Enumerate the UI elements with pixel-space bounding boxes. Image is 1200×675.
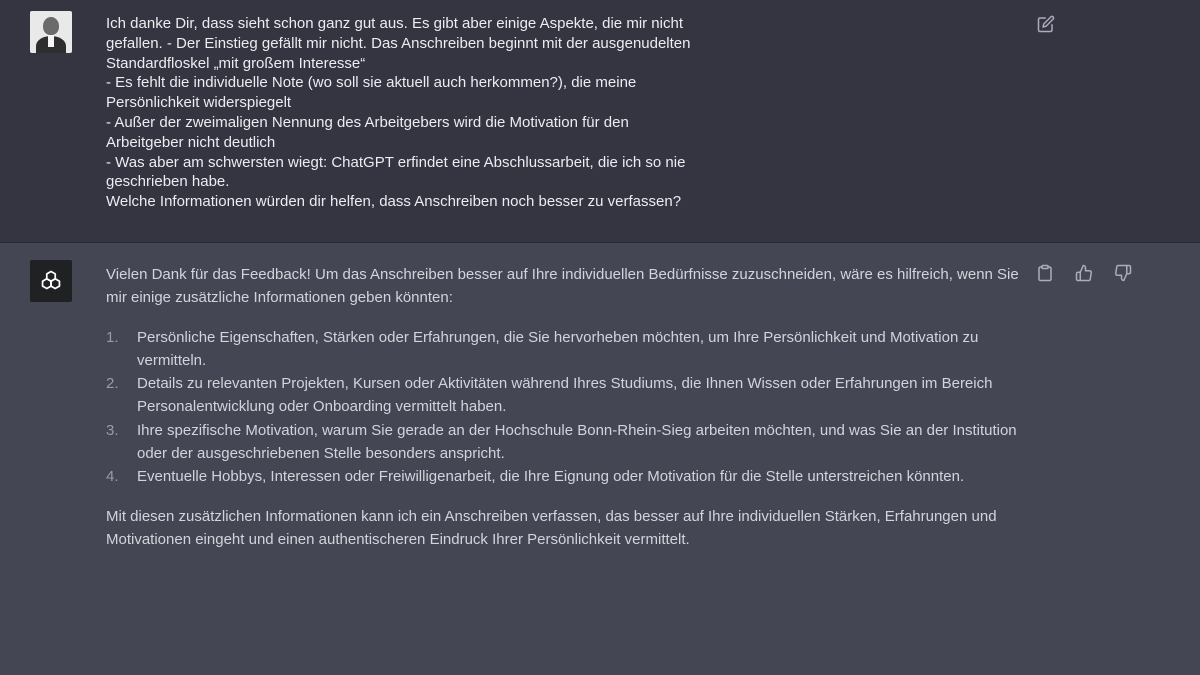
list-item-text: Persönliche Eigenschaften, Stärken oder Erfahrungen, die Sie hervorheben möchten, um Ihre Persönlichkeit und Motivation zu vermitteln. [137, 328, 979, 369]
user-message [0, 0, 1200, 243]
openai-logo-icon [30, 260, 72, 302]
assistant-message-text [106, 263, 1026, 551]
thumbs-down-icon[interactable] [1112, 262, 1134, 284]
user-avatar [30, 11, 72, 53]
list-item [106, 372, 1017, 419]
list-item-number: 1. [106, 328, 119, 346]
assistant-intro: Vielen Dank für das Feedback! Um das Anschreiben besser auf Ihre individuellen Bedürfnisse zuzuschneiden, wäre es hilfreich, wenn Sie mir einige zusätzliche Informationen geben könnten: [106, 266, 1019, 307]
list-item-text: Ihre spezifische Motivation, warum Sie gerade an der Hochschule Bonn-Rhein-Sieg arbeiten möchten, und was Sie an der Institution oder der ausgeschriebenen Stelle besonders anspricht. [137, 421, 1017, 463]
user-message-text: Ich danke Dir, dass sieht schon ganz gut aus. Es gibt aber einige Aspekte, die mir nicht gefallen. - Der Einstieg gefällt mir nicht. Das Anschreiben beginnt mit der ausgenudelten Standardfloskel „mit großem Interesse“ - Es fehlt die individuelle Note (wo soll sie aktuell auch herkommen?), die meine Persönlichkeit widerspiegelt - Außer der zweimaligen Nennung des Arbeitgebers wird die Motivation für den Arbeitgeber nicht deutlich - Was aber am schwersten wiegt: ChatGPT erfindet eine Abschlussarbeit, die ich so nie geschrieben habe. Welche Informationen würden dir helfen, dass Anschreiben noch besser zu verfassen? [106, 15, 691, 211]
copy-icon[interactable] [1034, 262, 1056, 284]
list-item-number: 4. [106, 468, 119, 486]
list-item-number: 2. [106, 375, 119, 393]
edit-icon[interactable] [1035, 13, 1057, 35]
info-request-list [106, 326, 1026, 489]
list-item [106, 326, 1017, 373]
thumbs-up-icon[interactable] [1073, 262, 1095, 284]
list-item [106, 465, 1017, 488]
list-item-number: 3. [106, 421, 119, 439]
assistant-outro: Mit diesen zusätzlichen Informationen kann ich ein Anschreiben verfassen, das besser auf Ihre individuellen Stärken, Erfahrungen und Motivationen eingeht und einen authentischeren Eindruck Ihrer Persönlichkeit vermittelt. [106, 507, 997, 548]
list-item-text: Details zu relevanten Projekten, Kursen oder Aktivitäten während Ihres Studiums, die Ihnen Wissen oder Erfahrungen im Bereich Personalentwicklung oder Onboarding vermittelt haben. [137, 375, 993, 416]
list-item-text: Eventuelle Hobbys, Interessen oder Freiwilligenarbeit, die Ihre Eignung oder Motivation für die Stelle unterstreichen könnten. [137, 468, 965, 486]
list-item [106, 419, 1017, 466]
